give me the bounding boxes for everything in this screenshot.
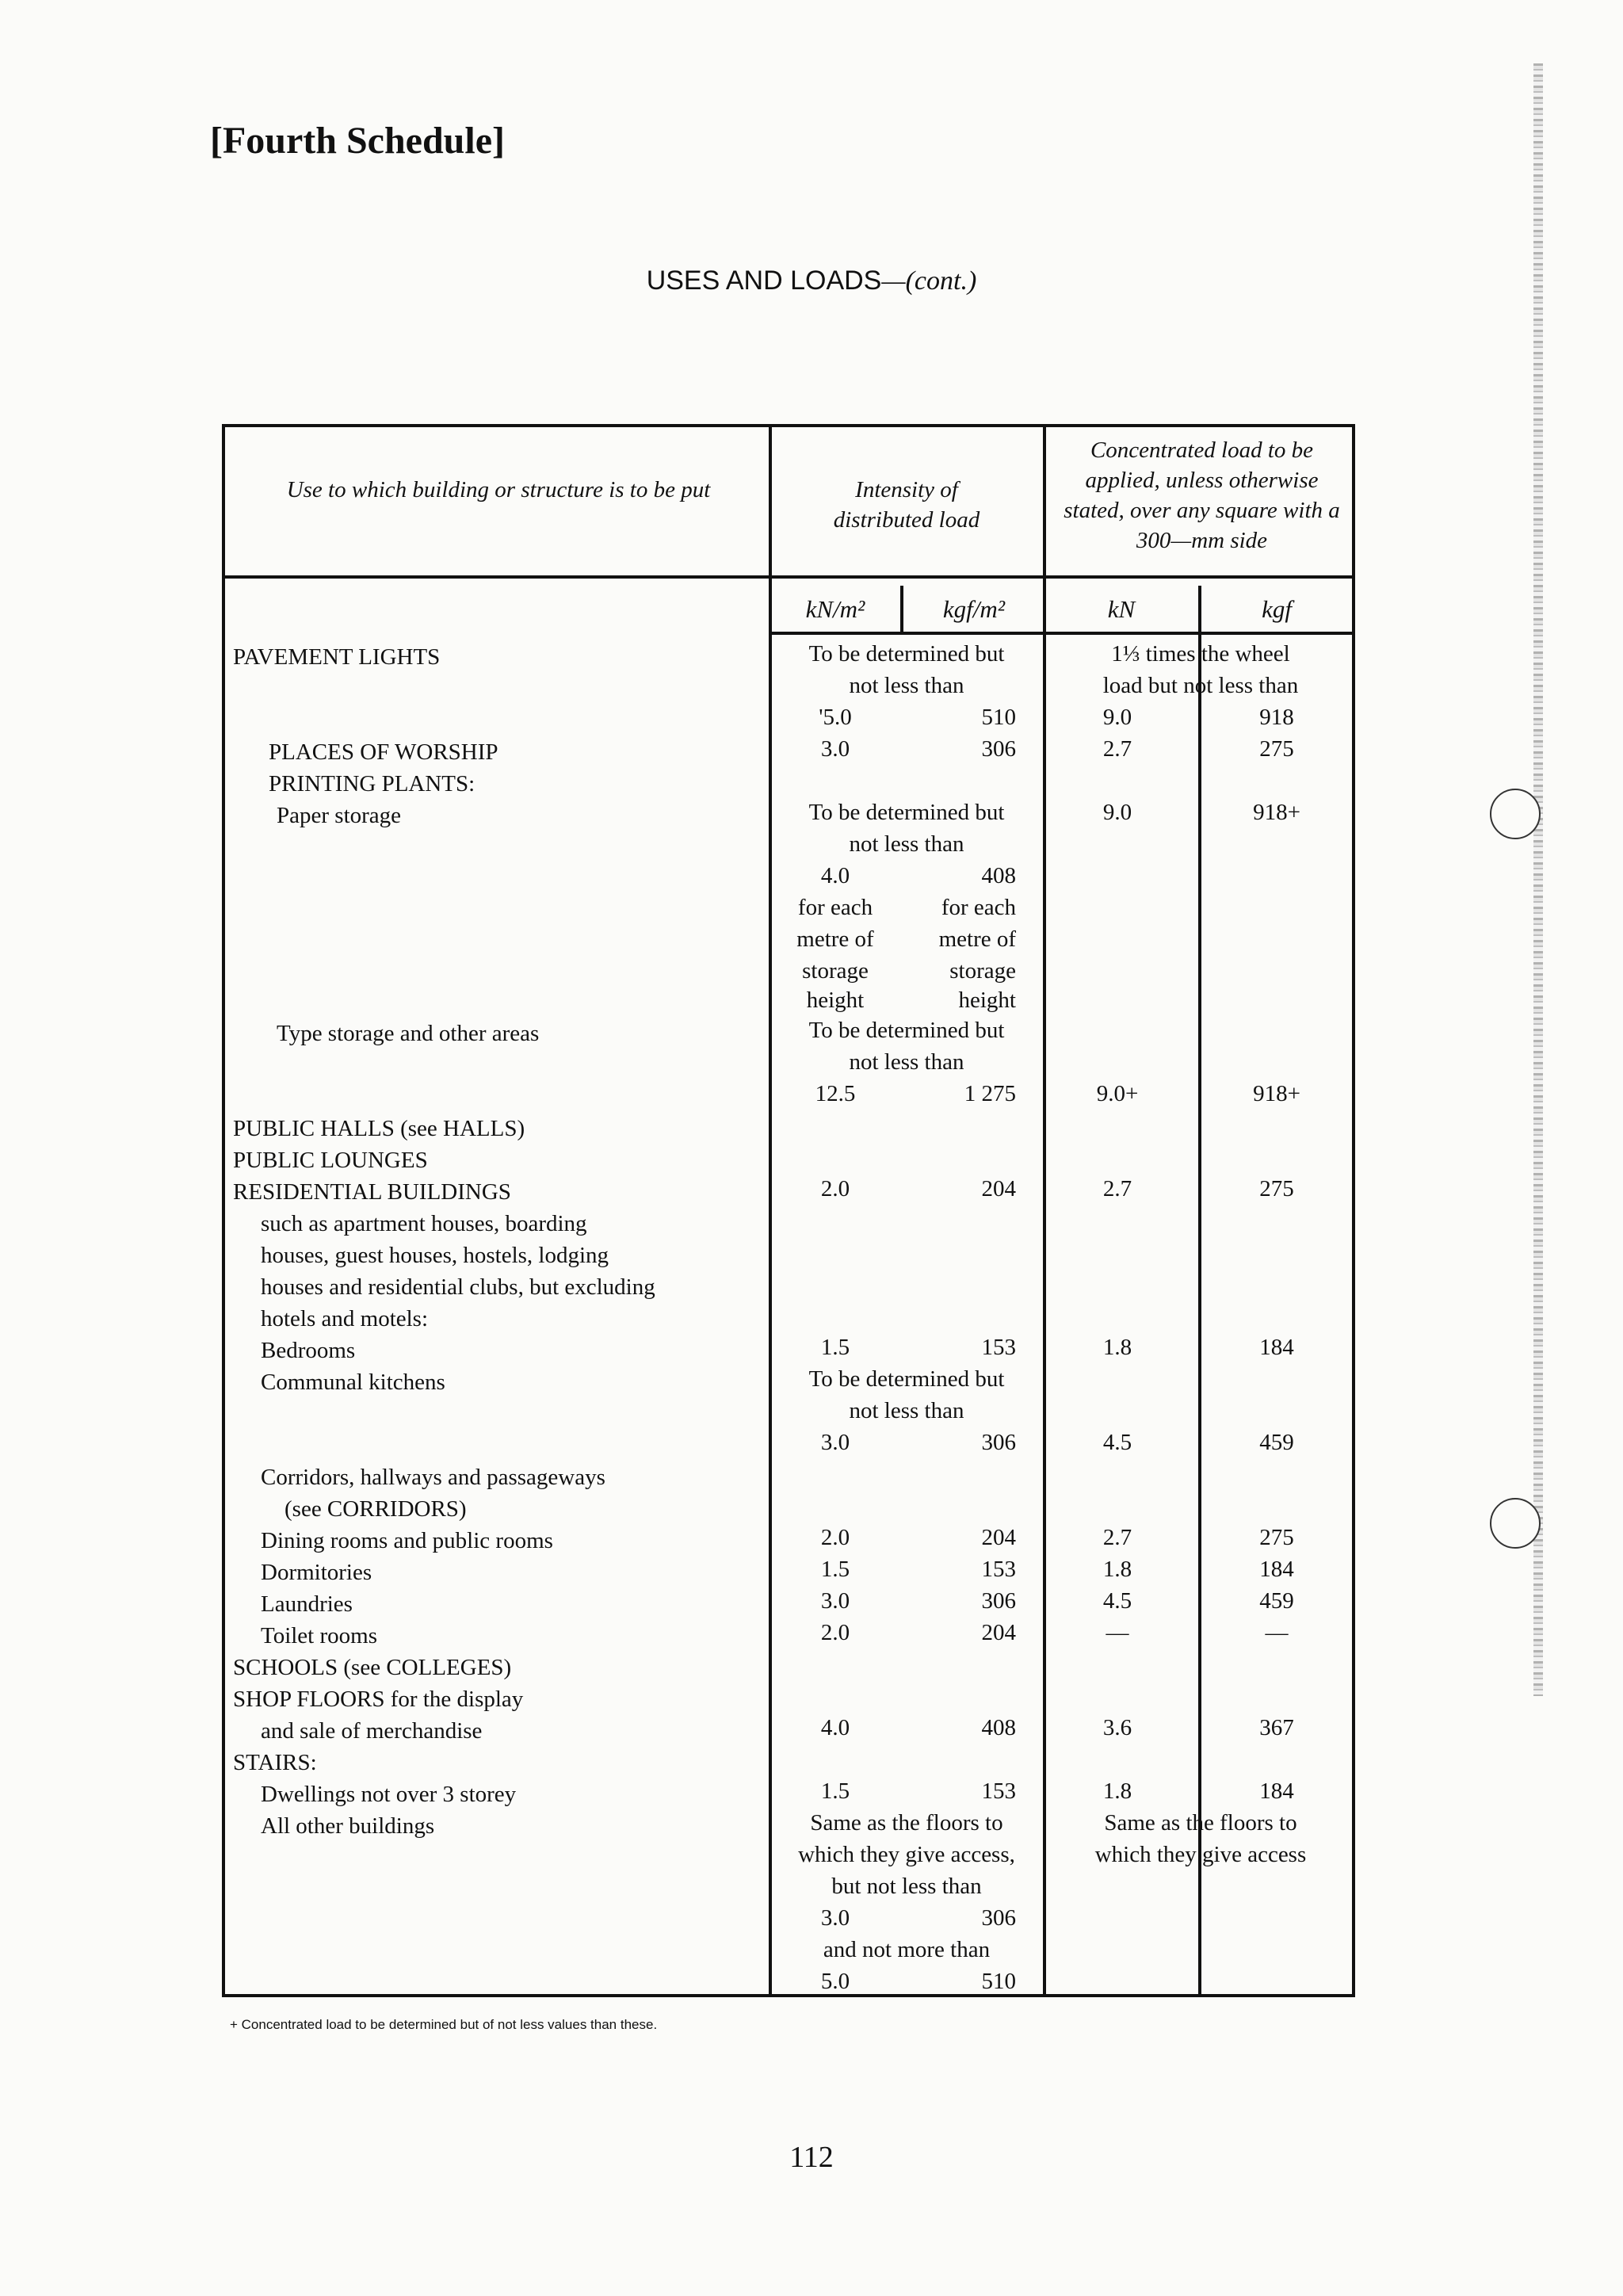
- distributed-load-note: which they give access,: [798, 1842, 1015, 1867]
- title-suffix: —(cont.): [881, 266, 977, 296]
- row-label: All other buildings: [261, 1813, 435, 1839]
- concentrated-load-note: Same as the floors to: [1104, 1810, 1297, 1836]
- distributed-load-note: To be determined but: [808, 1018, 1005, 1043]
- distributed-kn-cell: 1.5: [820, 1335, 850, 1360]
- distributed-load-note: To be determined but: [808, 1366, 1005, 1392]
- unit-kgf: kgf: [1262, 595, 1292, 623]
- schedule-label: [Fourth Schedule]: [210, 120, 505, 162]
- distributed-kgf-cell: 204: [981, 1176, 1016, 1201]
- header-use: Use to which building or structure is to be put: [286, 477, 711, 502]
- distributed-load-note: Same as the floors to: [810, 1810, 1003, 1836]
- header-concentrated: Concentrated load to be applied, unless otherwise stated, over any square with a 300—mm side: [1064, 437, 1340, 553]
- concentrated-kgf-cell: 184: [1259, 1778, 1294, 1804]
- row-label: hotels and motels:: [261, 1306, 429, 1331]
- distributed-kn-cell: 1.5: [820, 1778, 850, 1804]
- concentrated-kn-cell: 1.8: [1102, 1335, 1132, 1360]
- distributed-kn-cell: height: [806, 988, 865, 1013]
- concentrated-kgf-cell: 184: [1259, 1557, 1294, 1582]
- distributed-kn-cell: 3.0: [820, 736, 850, 762]
- unit-kn-m2: kN/m²: [805, 595, 865, 623]
- punch-hole: [1490, 1498, 1541, 1549]
- page-title: [0, 266, 1623, 296]
- page-number: 112: [789, 2141, 834, 2174]
- concentrated-kgf-cell: 367: [1259, 1715, 1294, 1740]
- concentrated-kn-cell: 2.7: [1102, 1525, 1132, 1550]
- distributed-kn-cell: storage: [802, 958, 869, 984]
- distributed-kgf-cell: 510: [981, 705, 1016, 730]
- concentrated-kn-cell: 1.8: [1102, 1557, 1132, 1582]
- row-label: Bedrooms: [261, 1338, 356, 1363]
- concentrated-kgf-cell: 275: [1259, 1525, 1294, 1550]
- row-label: Dormitories: [261, 1560, 372, 1585]
- distributed-kgf-cell: 1 275: [964, 1081, 1016, 1106]
- concentrated-kgf-cell: 275: [1259, 1176, 1294, 1201]
- distributed-load-note: not less than: [849, 1398, 964, 1423]
- distributed-kgf-cell: 306: [981, 1430, 1016, 1455]
- row-label: Corridors, hallways and passageways: [261, 1465, 605, 1490]
- concentrated-kgf-cell: 275: [1259, 736, 1294, 762]
- distributed-kn-cell: 3.0: [820, 1430, 850, 1455]
- distributed-load-note: To be determined but: [808, 800, 1005, 825]
- distributed-kgf-cell: metre of: [938, 926, 1016, 952]
- distributed-kn-cell: 2.0: [820, 1176, 850, 1201]
- distributed-kgf-cell: 204: [981, 1620, 1016, 1645]
- scan-margin-edge: [1533, 63, 1543, 1696]
- concentrated-kgf-cell: —: [1265, 1620, 1289, 1645]
- row-label: such as apartment houses, boarding: [261, 1211, 587, 1236]
- distributed-kn-cell: for each: [797, 895, 873, 920]
- concentrated-kgf-cell: 459: [1259, 1588, 1294, 1614]
- distributed-kgf-cell: 306: [981, 1588, 1016, 1614]
- distributed-kn-cell: 12.5: [815, 1081, 856, 1106]
- distributed-load-note: not less than: [849, 673, 964, 698]
- distributed-kgf-cell: 306: [981, 736, 1016, 762]
- concentrated-kn-cell: 9.0: [1102, 800, 1132, 825]
- distributed-kgf-cell: 510: [981, 1969, 1016, 1994]
- footnote: + Concentrated load to be determined but of not less values than these.: [230, 2017, 658, 2032]
- row-label: Paper storage: [277, 803, 402, 828]
- distributed-kgf-cell: 408: [981, 1715, 1016, 1740]
- row-label: PAVEMENT LIGHTS: [233, 644, 441, 670]
- row-label: Dining rooms and public rooms: [261, 1528, 553, 1553]
- distributed-kn-cell: 2.0: [820, 1525, 850, 1550]
- row-label: (see CORRIDORS): [285, 1496, 467, 1522]
- row-label: and sale of merchandise: [261, 1718, 483, 1744]
- distributed-load-note: not less than: [849, 1049, 964, 1075]
- concentrated-kgf-cell: 184: [1259, 1335, 1294, 1360]
- header-rule: [225, 575, 1355, 579]
- concentrated-kn-cell: —: [1106, 1620, 1129, 1645]
- distributed-kn-cell: metre of: [796, 926, 874, 952]
- row-label: SCHOOLS (see COLLEGES): [233, 1655, 512, 1680]
- distributed-load-note: not less than: [849, 831, 964, 857]
- concentrated-kn-cell: 4.5: [1102, 1588, 1132, 1614]
- concentrated-kgf-cell: 918+: [1253, 1081, 1300, 1106]
- concentrated-load-note: which they give access: [1094, 1842, 1307, 1867]
- row-label: Dwellings not over 3 storey: [261, 1782, 517, 1807]
- units-rule: [769, 632, 1355, 635]
- distributed-kn-cell: 3.0: [820, 1905, 850, 1931]
- row-label: Type storage and other areas: [277, 1021, 540, 1046]
- distributed-kn-cell: 4.0: [820, 1715, 850, 1740]
- distributed-kgf-cell: 153: [981, 1778, 1016, 1804]
- row-label: PRINTING PLANTS:: [269, 771, 475, 797]
- row-label: RESIDENTIAL BUILDINGS: [233, 1179, 511, 1205]
- unit-kn: kN: [1107, 595, 1136, 623]
- distributed-load-note: and not more than: [823, 1937, 991, 1962]
- subcol-divider: [900, 586, 903, 633]
- distributed-kgf-cell: 306: [981, 1905, 1016, 1931]
- row-label: STAIRS:: [233, 1750, 317, 1775]
- distributed-kn-cell: 2.0: [820, 1620, 850, 1645]
- concentrated-kn-cell: 9.0+: [1096, 1081, 1139, 1106]
- distributed-load-note: To be determined but: [808, 641, 1005, 667]
- distributed-kn-cell: 5.0: [820, 1969, 850, 1994]
- row-label: PLACES OF WORSHIP: [269, 739, 498, 765]
- concentrated-load-note: load but not less than: [1102, 673, 1299, 698]
- title-main: USES AND LOADS: [646, 266, 882, 296]
- distributed-kgf-cell: 204: [981, 1525, 1016, 1550]
- row-label: houses, guest houses, hostels, lodging: [261, 1243, 609, 1268]
- distributed-kgf-cell: 153: [981, 1335, 1016, 1360]
- row-label: SHOP FLOORS for the display: [233, 1687, 524, 1712]
- distributed-kgf-cell: storage: [949, 958, 1016, 984]
- row-label: PUBLIC HALLS (see HALLS): [233, 1116, 525, 1141]
- distributed-kgf-cell: for each: [941, 895, 1016, 920]
- distributed-kn-cell: 4.0: [820, 863, 850, 888]
- unit-kgf-m2: kgf/m²: [942, 595, 1006, 623]
- header-intensity: Intensity of distributed load: [833, 477, 980, 533]
- concentrated-kn-cell: 4.5: [1102, 1430, 1132, 1455]
- distributed-kn-cell: 1.5: [820, 1557, 850, 1582]
- concentrated-kn-cell: 3.6: [1102, 1715, 1132, 1740]
- concentrated-kn-cell: 2.7: [1102, 736, 1132, 762]
- punch-hole: [1490, 789, 1541, 839]
- concentrated-kn-cell: 9.0: [1102, 705, 1132, 730]
- distributed-kgf-cell: 153: [981, 1557, 1016, 1582]
- uses-loads-table: [222, 424, 1355, 1997]
- concentrated-kgf-cell: 459: [1259, 1430, 1294, 1455]
- concentrated-kn-cell: 1.8: [1102, 1778, 1132, 1804]
- distributed-kn-cell: 3.0: [820, 1588, 850, 1614]
- row-label: PUBLIC LOUNGES: [233, 1148, 428, 1173]
- row-label: Toilet rooms: [261, 1623, 377, 1648]
- distributed-load-note: but not less than: [831, 1874, 982, 1899]
- row-label: houses and residential clubs, but excluding: [261, 1274, 655, 1300]
- distributed-kgf-cell: 408: [981, 863, 1016, 888]
- row-label: Communal kitchens: [261, 1370, 445, 1395]
- concentrated-kgf-cell: 918: [1259, 705, 1294, 730]
- distributed-kgf-cell: height: [958, 988, 1016, 1013]
- distributed-kn-cell: '5.0: [819, 705, 852, 730]
- row-label: Laundries: [261, 1591, 353, 1617]
- concentrated-load-note: 1⅓ times the wheel: [1111, 641, 1290, 667]
- concentrated-kn-cell: 2.7: [1102, 1176, 1132, 1201]
- concentrated-kgf-cell: 918+: [1253, 800, 1300, 825]
